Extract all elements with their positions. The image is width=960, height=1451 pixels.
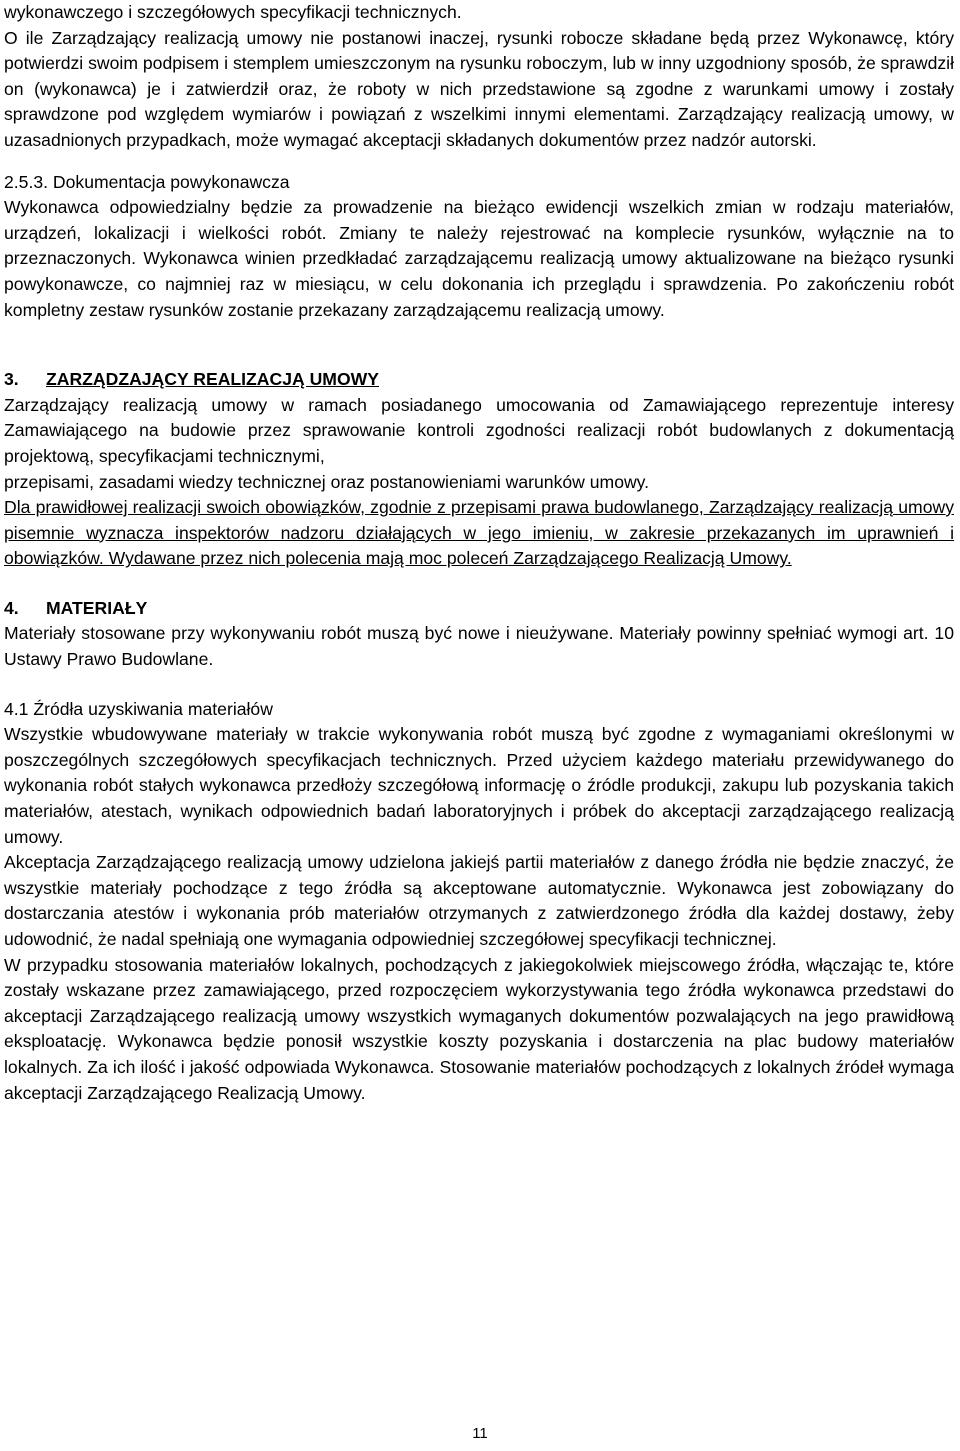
section-4-body: Materiały stosowane przy wykonywaniu robót muszą być nowe i nieużywane. Materiały powinny spełniać wymogi art. 10 Ustawy Prawo Budowlane.: [4, 623, 954, 670]
section-4-1-paragraph-3: W przypadku stosowania materiałów lokalnych, pochodzących z jakiegokolwiek miejscowego źródła, włączając te, które zostały wskazane przez zamawiającego, przed rozpoczęciem wykorzystywania tego źródła wykonawca przedstawi do akceptacji Zarządzającego realizacją umowy wszystkich wymaganych dokumentów pozwalających na jego prawidłową eksploatację. Wykonawca będzie ponosił wszystkie koszty pozyskania i dostarczenia na plac budowy materiałów lokalnych. Za ich ilość i jakość odpowiada Wykonawca. Stosowanie materiałów pochodzących z lokalnych źródeł wymaga akceptacji Zarządzającego Realizacją Umowy.: [4, 954, 954, 1103]
section-3-heading: [4, 367, 954, 393]
section-2-5-3-heading: 2.5.3. Dokumentacja powykonawcza: [4, 171, 290, 192]
working-drawings-paragraph: O ile Zarządzający realizacją umowy nie postanowi inaczej, rysunki robocze składane będą przez Wykonawcę, który potwierdzi swoim podpisem i stemplem umieszczonym na rysunku roboczym, lub w inny uzgodniony sposób, że sprawdził on (wykonawca) je i zatwierdził oraz, że roboty w nich przedstawione są zgodne z warunkami umowy i zostały sprawdzone pod względem wymiarów i powiązań z wszelkimi innymi elementami. Zarządzający realizacją umowy, w uzasadnionych przypadkach, może wymagać akceptacji składanych dokumentów przez nadzór autorski.: [4, 27, 954, 150]
section-3-title: ZARZĄDZAJĄCY REALIZACJĄ UMOWY: [46, 369, 379, 390]
section-4-title: MATERIAŁY: [46, 597, 148, 618]
section-4-1-paragraph-2: Akceptacja Zarządzającego realizacją umowy udzielona jakiejś partii materiałów z danego źródła nie będzie znaczyć, że wszystkie materiały pochodzące z tego źródła są akceptowane automatycznie. Wykonawca jest zobowiązany do dostarczania atestów i wykonania prób materiałów otrzymanych z zatwierdzonego źródła dla każdej dostawy, żeby udowodnić, że nadal spełniają one wymagania odpowiedniej szczegółowej specyfikacji technicznej.: [4, 852, 954, 949]
document-page: [4, 0, 954, 1106]
intro-tail-paragraph: wykonawczego i szczegółowych specyfikacji technicznych.: [4, 2, 462, 22]
section-3-body-a: Zarządzający realizacją umowy w ramach posiadanego umocowania od Zamawiającego reprezentuje interesy Zamawiającego na budowie przez sprawowanie kontroli zgodności realizacji robót budowlanych z dokumentacją projektową, specyfikacjami technicznymi,: [4, 394, 954, 466]
section-4-heading: [4, 596, 954, 622]
section-2-5-3-body: Wykonawca odpowiedzialny będzie za prowadzenie na bieżąco ewidencji wszelkich zmian w rodzaju materiałów, urządzeń, lokalizacji i wielkości robót. Zmiany te należy rejestrować na komplecie rysunków, wyłącznie na to przeznaczonych. Wykonawca winien przedkładać zarządzającemu realizacją umowy aktualizowane na bieżąco rysunki powykonawcze, co najmniej raz w miesiącu, w celu dokonania ich przeglądu i sprawdzenia. Po zakończeniu robót kompletny zestaw rysunków zostanie przekazany zarządzającemu realizacją umowy.: [4, 197, 954, 320]
section-4-1-heading: 4.1 Źródła uzyskiwania materiałów: [4, 698, 273, 719]
page-number: 11: [472, 1425, 488, 1442]
section-4-1-paragraph-1: Wszystkie wbudowywane materiały w trakcie wykonywania robót muszą być zgodne z wymaganiami określonymi w poszczególnych szczegółowych specyfikacjach technicznych. Przed użyciem każdego materiału przewidywanego do wykonania robót stałych wykonawca przedłoży szczegółową informację o źródle produkcji, zakupu lub pozyskania takich materiałów, atestach, wynikach odpowiednich badań laboratoryjnych i próbek do akceptacji zarządzającego realizacją umowy.: [4, 724, 954, 847]
section-4-number: 4.: [4, 597, 19, 618]
section-3-underlined-paragraph: Dla prawidłowej realizacji swoich obowiązków, zgodnie z przepisami prawa budowlanego, Zarządzający realizacją umowy pisemnie wyznacza inspektorów nadzoru działających w jego imieniu, w zakresie przekazanych im uprawnień i obowiązków. Wydawane przez nich polecenia mają moc poleceń Zarządzającego Realizacją Umowy.: [4, 497, 954, 569]
section-3-body-b: przepisami, zasadami wiedzy technicznej oraz postanowieniami warunków umowy.: [4, 471, 650, 492]
section-3-number: 3.: [4, 369, 19, 390]
